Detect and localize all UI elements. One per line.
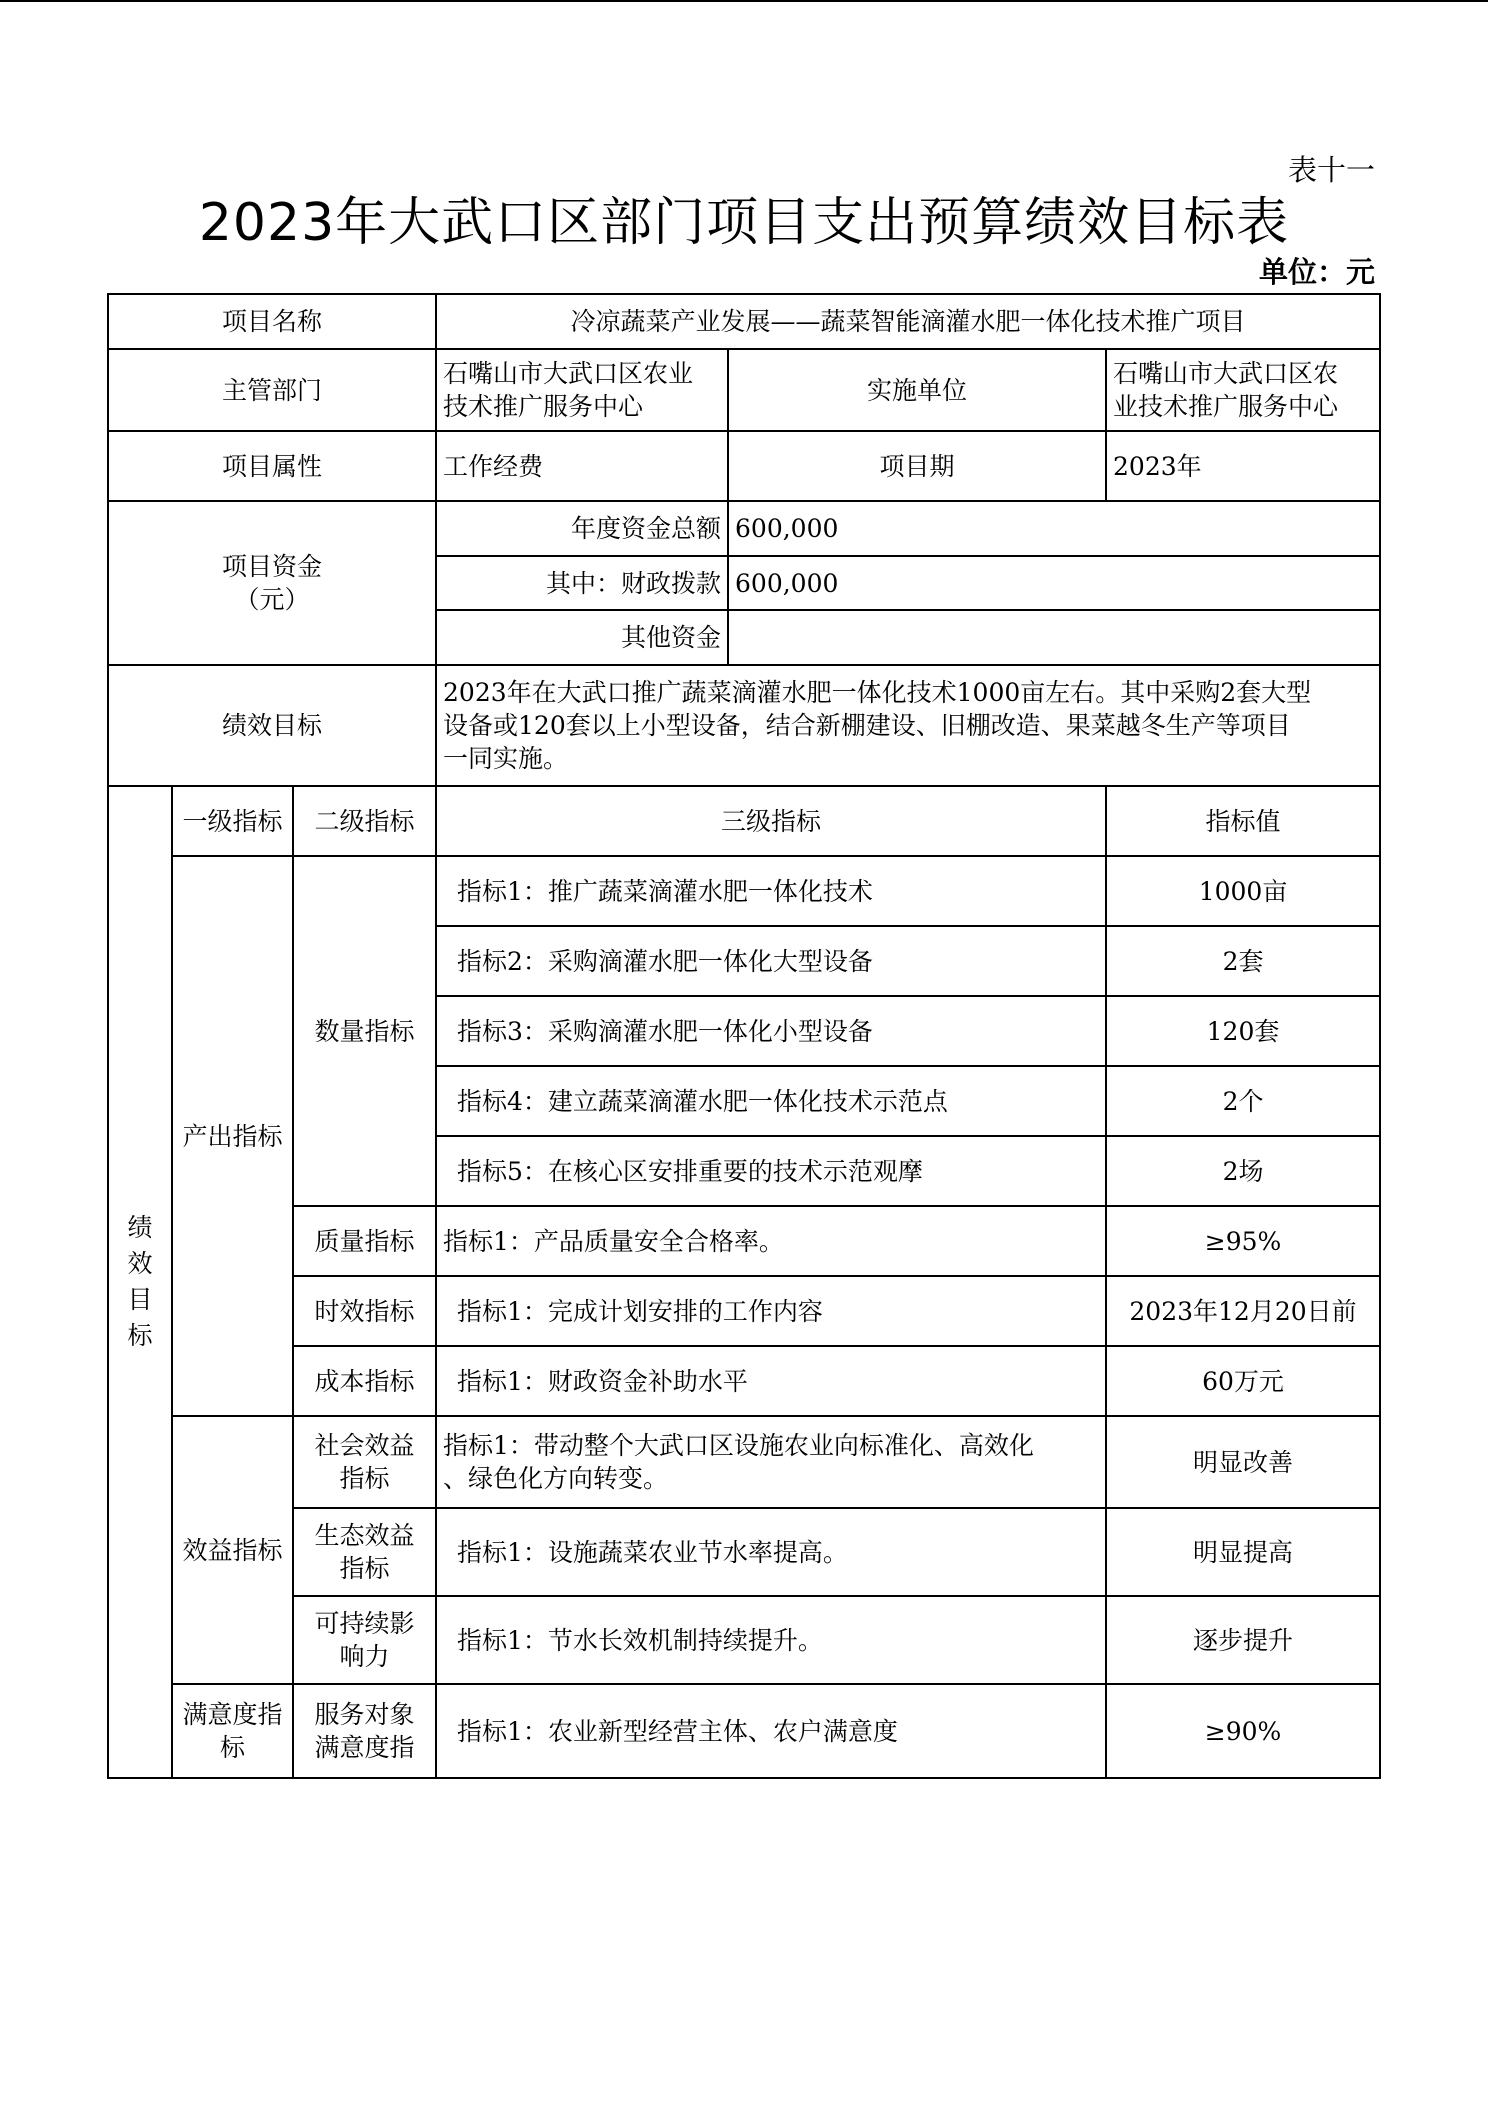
performance-goal-line: 一同实施。	[443, 744, 569, 773]
impl-unit-value-line: 石嘴山市大武口区农	[1113, 359, 1339, 388]
performance-goal-line: 设备或120套以上小型设备，结合新棚建设、旧棚改造、果菜越冬生产等项目	[443, 711, 1291, 740]
project-fund-label-line: 项目资金	[222, 552, 323, 581]
output-indicator-label: 产出指标	[172, 856, 293, 1416]
table-row	[108, 786, 1380, 856]
eco-benefit-label	[293, 1508, 436, 1596]
indicator-value: 2个	[1106, 1066, 1380, 1136]
indicator-value: 1000亩	[1106, 856, 1380, 926]
sustainability-label-line: 响力	[339, 1642, 390, 1671]
indicator-text: 指标1：设施蔬菜农业节水率提高。	[436, 1508, 1106, 1596]
fund-total-label: 年度资金总额	[436, 501, 728, 556]
project-period-label: 项目期	[728, 431, 1106, 501]
project-name-label: 项目名称	[108, 294, 436, 349]
indicator-text: 指标1：产品质量安全合格率。	[436, 1206, 1106, 1276]
indicator-value: 明显改善	[1106, 1416, 1380, 1508]
project-attr-label: 项目属性	[108, 431, 436, 501]
social-benefit-label-line: 指标	[339, 1464, 390, 1493]
table-row	[108, 1416, 1380, 1508]
fund-fiscal-label: 其中：财政拨款	[436, 556, 728, 610]
side-label-char: 效	[127, 1249, 153, 1278]
col-header-value: 指标值	[1106, 786, 1380, 856]
fund-fiscal-value: 600,000	[728, 556, 1380, 610]
fund-total-value: 600,000	[728, 501, 1380, 556]
col-header-level3: 三级指标	[436, 786, 1106, 856]
fund-other-value	[728, 610, 1380, 665]
social-benefit-label-line: 社会效益	[314, 1431, 415, 1460]
timeliness-indicator-label: 时效指标	[293, 1276, 436, 1346]
eco-benefit-label-line: 生态效益	[314, 1521, 415, 1550]
social-benefit-label	[293, 1416, 436, 1508]
service-satisfaction-label-line: 满意度指	[314, 1733, 415, 1762]
performance-goal-text	[436, 665, 1380, 786]
page-title: 2023年大武口区部门项目支出预算绩效目标表	[198, 193, 1290, 253]
project-name-value: 冷凉蔬菜产业发展——蔬菜智能滴灌水肥一体化技术推广项目	[436, 294, 1380, 349]
quantity-indicator-label: 数量指标	[293, 856, 436, 1206]
indicator-value: 2023年12月20日前	[1106, 1276, 1380, 1346]
indicator-text: 指标1：完成计划安排的工作内容	[436, 1276, 1106, 1346]
table-number: 表十一	[1287, 153, 1375, 187]
table-row	[108, 1508, 1380, 1596]
indicator-value: ≥95%	[1106, 1206, 1380, 1276]
indicator-text: 指标1：推广蔬菜滴灌水肥一体化技术	[436, 856, 1106, 926]
indicator-value: ≥90%	[1106, 1684, 1380, 1778]
indicator-text-line: 指标1：带动整个大武口区设施农业向标准化、高效化	[443, 1431, 1034, 1460]
table-row	[108, 1596, 1380, 1684]
table-row	[108, 349, 1380, 431]
impl-unit-value-line: 业技术推广服务中心	[1113, 392, 1339, 421]
table-row	[108, 1276, 1380, 1346]
side-label-char: 标	[127, 1321, 153, 1350]
sustainability-label-line: 可持续影	[314, 1609, 415, 1638]
indicator-text: 指标4：建立蔬菜滴灌水肥一体化技术示范点	[436, 1066, 1106, 1136]
indicator-text: 指标1：节水长效机制持续提升。	[436, 1596, 1106, 1684]
satisfaction-label-line: 标	[219, 1733, 245, 1762]
indicator-value: 60万元	[1106, 1346, 1380, 1416]
quality-indicator-label: 质量指标	[293, 1206, 436, 1276]
performance-goal-label: 绩效目标	[108, 665, 436, 786]
project-period-value: 2023年	[1106, 431, 1380, 501]
indicator-text: 指标1：财政资金补助水平	[436, 1346, 1106, 1416]
indicator-value: 明显提高	[1106, 1508, 1380, 1596]
indicator-text	[436, 1416, 1106, 1508]
indicator-text: 指标3：采购滴灌水肥一体化小型设备	[436, 996, 1106, 1066]
service-satisfaction-label	[293, 1684, 436, 1778]
project-attr-value: 工作经费	[436, 431, 728, 501]
project-fund-label-unit: （元）	[234, 585, 310, 614]
table-row	[108, 431, 1380, 501]
sustainability-label	[293, 1596, 436, 1684]
benefit-indicator-label: 效益指标	[172, 1416, 293, 1684]
indicator-value: 2场	[1106, 1136, 1380, 1206]
unit-label: 单位：元	[1258, 255, 1375, 289]
project-fund-label	[108, 501, 436, 665]
indicator-text: 指标1：农业新型经营主体、农户满意度	[436, 1684, 1106, 1778]
indicator-text: 指标2：采购滴灌水肥一体化大型设备	[436, 926, 1106, 996]
page-top-border	[0, 0, 1488, 2]
fund-other-label: 其他资金	[436, 610, 728, 665]
side-label-char: 目	[127, 1285, 153, 1314]
cost-indicator-label: 成本指标	[293, 1346, 436, 1416]
table-row	[108, 1346, 1380, 1416]
service-satisfaction-label-line: 服务对象	[314, 1700, 415, 1729]
dept-value-line: 石嘴山市大武口区农业	[443, 359, 694, 388]
satisfaction-indicator-label	[172, 1684, 293, 1778]
eco-benefit-label-line: 指标	[339, 1554, 390, 1583]
impl-unit-value	[1106, 349, 1380, 431]
col-header-level1: 一级指标	[172, 786, 293, 856]
table-row	[108, 1684, 1380, 1778]
dept-label: 主管部门	[108, 349, 436, 431]
dept-value	[436, 349, 728, 431]
side-label-char: 绩	[127, 1213, 153, 1242]
indicator-text: 指标5：在核心区安排重要的技术示范观摩	[436, 1136, 1106, 1206]
dept-value-line: 技术推广服务中心	[443, 392, 644, 421]
performance-goal-line: 2023年在大武口推广蔬菜滴灌水肥一体化技术1000亩左右。其中采购2套大型	[443, 678, 1312, 707]
indicator-value: 逐步提升	[1106, 1596, 1380, 1684]
table-row	[108, 1206, 1380, 1276]
table-row	[108, 501, 1380, 556]
indicator-value: 120套	[1106, 996, 1380, 1066]
table-row	[108, 856, 1380, 926]
performance-target-side-label	[108, 786, 172, 1778]
satisfaction-label-line: 满意度指	[182, 1700, 283, 1729]
performance-target-table	[107, 293, 1381, 1779]
table-row	[108, 665, 1380, 786]
indicator-text-line: 、绿色化方向转变。	[443, 1464, 669, 1493]
indicator-value: 2套	[1106, 926, 1380, 996]
col-header-level2: 二级指标	[293, 786, 436, 856]
table-row	[108, 294, 1380, 349]
impl-unit-label: 实施单位	[728, 349, 1106, 431]
